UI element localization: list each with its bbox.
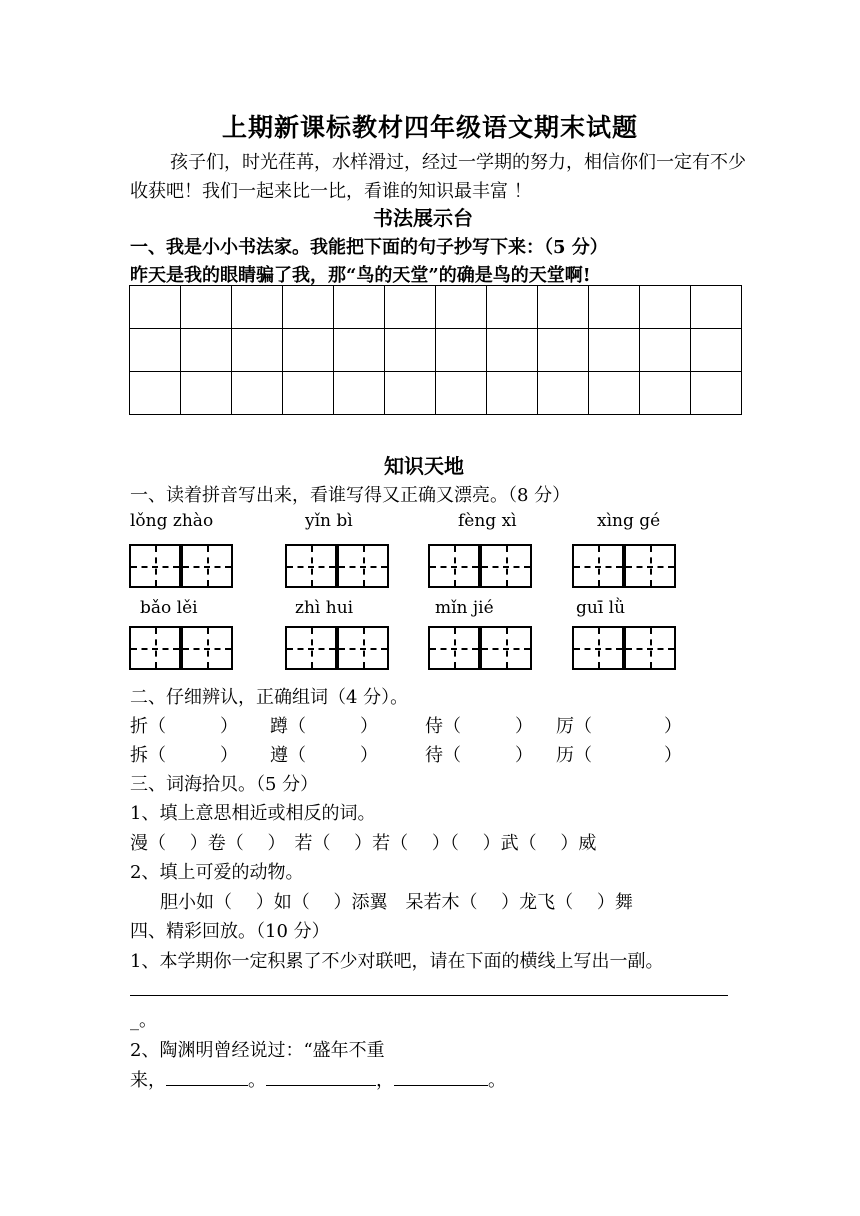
subquestion-animals: 2、填上可爱的动物。 [130, 862, 304, 883]
question-review: 四、精彩回放。（10 分） [130, 921, 330, 942]
intro-line-1: 孩子们，时光荏苒，水样滑过，经过一学期的努力，相信你们一定有不少 [170, 152, 746, 173]
quote-start: 来， [130, 1070, 166, 1091]
distinguish-item[interactable]: 历（ ） [556, 745, 682, 766]
quote-blank[interactable] [166, 1069, 248, 1086]
distinguish-item[interactable]: 侍（ ） [425, 716, 533, 737]
writing-box[interactable] [285, 544, 337, 588]
section-heading-calligraphy: 书法展示台 [373, 206, 473, 230]
couplet-line-end: _。 [130, 1010, 157, 1031]
writing-box[interactable] [624, 544, 676, 588]
pinyin-label: zhì hui [295, 598, 354, 618]
writing-box[interactable] [337, 544, 389, 588]
quote-punct: 。 [248, 1070, 266, 1091]
question-distinguish: 二、仔细辨认，正确组词（4 分）。 [130, 687, 409, 708]
question-word-sea: 三、词海拾贝。（5 分） [130, 774, 319, 795]
writing-box[interactable] [480, 544, 532, 588]
question-calligraphy: 一、我是小小书法家。我能把下面的句子抄写下来：（5 分） [130, 237, 608, 258]
couplet-answer-line[interactable] [130, 995, 728, 996]
writing-box[interactable] [129, 626, 181, 670]
subquestion-synonyms: 1、填上意思相近或相反的词。 [130, 803, 376, 824]
intro-line-2: 收获吧！我们一起来比一比，看谁的知识最丰富 ！ [130, 181, 532, 202]
writing-box[interactable] [624, 626, 676, 670]
pinyin-label: yǐn bì [305, 511, 353, 531]
writing-box[interactable] [181, 626, 233, 670]
page-title: 上期新课标教材四年级语文期末试题 [222, 113, 639, 142]
writing-box[interactable] [572, 626, 624, 670]
quote-punct: 。 [488, 1070, 506, 1091]
distinguish-item[interactable]: 待（ ） [425, 745, 533, 766]
pinyin-label: xìng gé [597, 511, 661, 531]
pinyin-label: guī lǜ [576, 598, 626, 618]
distinguish-item[interactable]: 拆（ ） [130, 745, 238, 766]
quote-fill-line [130, 1066, 506, 1092]
subquestion-couplet: 1、本学期你一定积累了不少对联吧，请在下面的横线上写出一副。 [130, 951, 664, 972]
pinyin-label: bǎo lěi [140, 598, 198, 618]
distinguish-item[interactable]: 蹲（ ） [270, 716, 378, 737]
subquestion-tao-yuanming: 2、陶渊明曾经说过：“盛年不重 [130, 1040, 385, 1061]
calligraphy-sentence: 昨天是我的眼睛骗了我，那“鸟的天堂”的确是鸟的天堂啊! [130, 265, 591, 286]
pinyin-label: fèng xì [458, 511, 517, 531]
writing-box[interactable] [428, 626, 480, 670]
distinguish-item[interactable]: 厉（ ） [556, 716, 682, 737]
writing-box[interactable] [428, 544, 480, 588]
section-heading-knowledge: 知识天地 [384, 454, 464, 478]
pinyin-label: mǐn jié [435, 598, 494, 618]
writing-box[interactable] [337, 626, 389, 670]
distinguish-item[interactable]: 遵（ ） [270, 745, 378, 766]
synonyms-fill-line[interactable]: 漫（ ）卷（ ） 若（ ）若（ ）（ ）武（ ）威 [130, 833, 597, 854]
animals-fill-line[interactable]: 胆小如（ ）如（ ）添翼 呆若木（ ）龙飞（ ）舞 [160, 892, 633, 913]
writing-box[interactable] [572, 544, 624, 588]
quote-punct: ， [376, 1070, 394, 1091]
question-pinyin: 一、读着拼音写出来，看谁写得又正确又漂亮。（8 分） [130, 485, 571, 506]
writing-grid[interactable] [129, 285, 742, 415]
writing-box[interactable] [181, 544, 233, 588]
quote-blank[interactable] [266, 1069, 376, 1086]
pinyin-label: lǒng zhào [130, 511, 214, 531]
quote-blank[interactable] [394, 1069, 488, 1086]
writing-box[interactable] [480, 626, 532, 670]
writing-box[interactable] [129, 544, 181, 588]
writing-box[interactable] [285, 626, 337, 670]
distinguish-item[interactable]: 折（ ） [130, 716, 238, 737]
